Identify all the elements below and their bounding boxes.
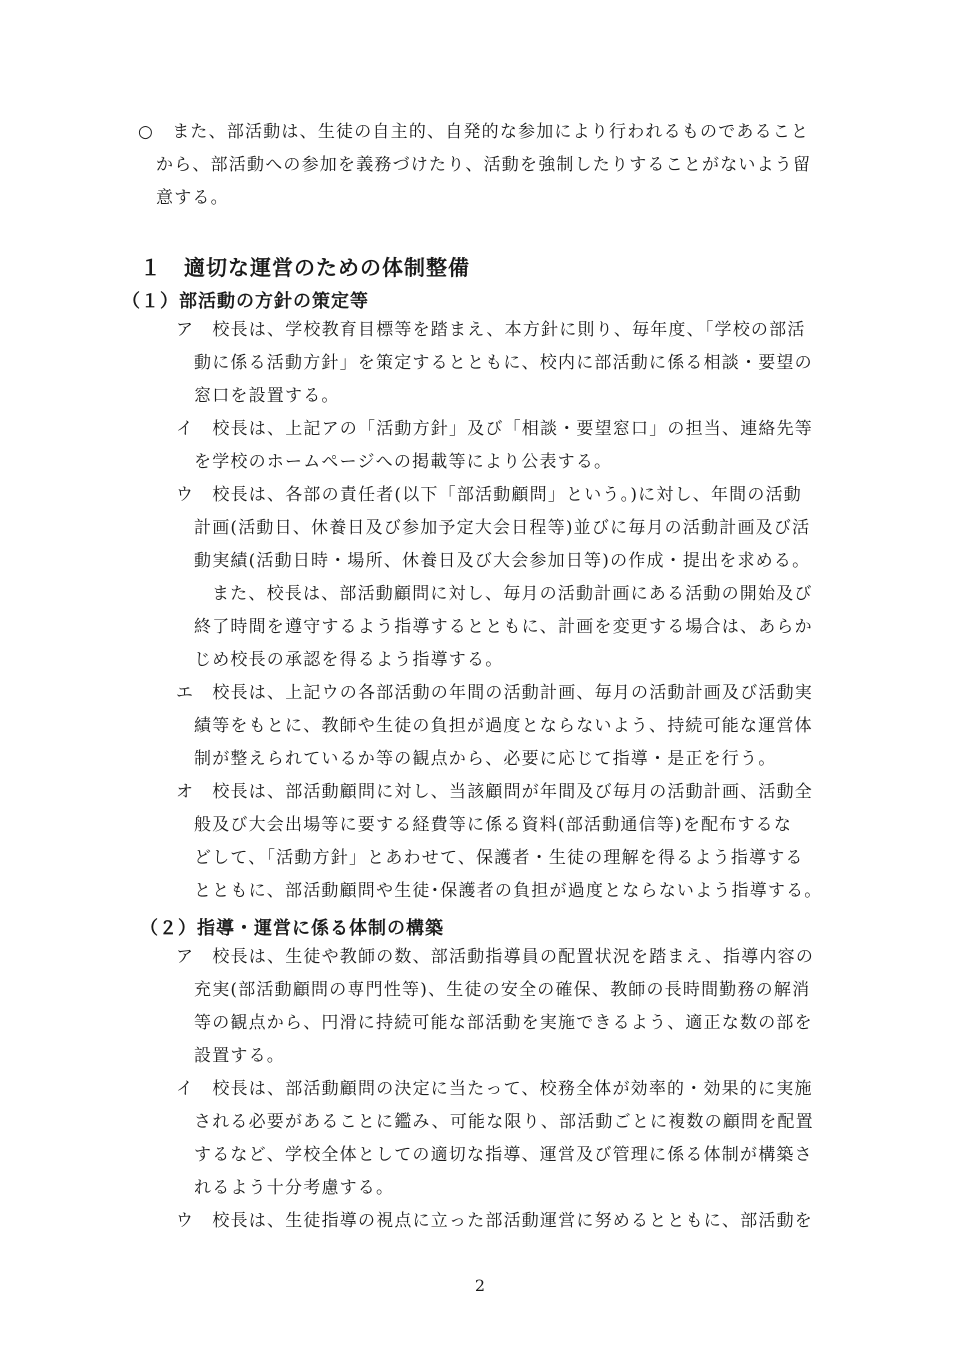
body-line: ウ 校長は、生徒指導の視点に立った部活動運営に努めるとともに、部活動を (176, 1211, 813, 1231)
body-line: される必要があることに鑑み、可能な限り、部活動ごとに複数の顧問を配置 (194, 1112, 814, 1132)
body-line: 計画(活動日、休養日及び参加予定大会日程等)並びに毎月の活動計画及び活 (194, 518, 811, 538)
body-line: 等の観点から、円滑に持続可能な部活動を実施できるよう、適正な数の部を (194, 1013, 813, 1033)
subsection-heading: （１）部活動の方針の策定等 (122, 291, 369, 312)
intro-line: ○ また、部活動は、生徒の自主的、自発的な参加により行われるものであること (138, 122, 810, 142)
body-line: イ 校長は、部活動顧問の決定に当たって、校務全体が効率的・効果的に実施 (176, 1079, 813, 1099)
body-line: 充実(部活動顧問の専門性等)、生徒の安全の確保、教師の長時間勤務の解消 (194, 980, 811, 1000)
body-line: 制が整えられているか等の観点から、必要に応じて指導・是正を行う。 (194, 749, 777, 769)
subsection-heading: （２）指導・運営に係る体制の構築 (140, 918, 444, 939)
body-line: を学校のホームページへの掲載等により公表する。 (194, 452, 613, 472)
body-line: ア 校長は、生徒や教師の数、部活動指導員の配置状況を踏まえ、指導内容の (176, 947, 815, 967)
body-line: ウ 校長は、各部の責任者(以下「部活動顧問」という。)に対し、年間の活動 (176, 485, 802, 505)
page-number: 2 (474, 1276, 486, 1295)
body-line: 績等をもとに、教師や生徒の負担が過度とならないよう、持続可能な運営体 (194, 716, 813, 736)
body-line: 般及び大会出場等に要する経費等に係る資料(部活動通信等)を配布するな (194, 815, 793, 835)
body-line: れるよう十分考慮する。 (194, 1178, 395, 1198)
intro-line: から、部活動への参加を義務づけたり、活動を強制したりすることがないよう留 (156, 155, 812, 175)
intro-line: 意する。 (156, 188, 229, 208)
body-line: また、校長は、部活動顧問に対し、毎月の活動計画にある活動の開始及び (212, 584, 813, 604)
body-line: エ 校長は、上記ウの各部活動の年間の活動計画、毎月の活動計画及び活動実 (176, 683, 813, 703)
body-line: するなど、学校全体としての適切な指導、運営及び管理に係る体制が構築さ (194, 1145, 813, 1165)
body-line: ア 校長は、学校教育目標等を踏まえ、本方針に則り、毎年度、「学校の部活 (176, 320, 806, 340)
body-line: 設置する。 (194, 1046, 285, 1066)
body-line: オ 校長は、部活動顧問に対し、当該顧問が年間及び毎月の活動計画、活動全 (176, 782, 813, 802)
body-line: どして、「活動方針」とあわせて、保護者・生徒の理解を得るよう指導する (194, 848, 804, 868)
body-line: 窓口を設置する。 (194, 386, 340, 406)
body-line: じめ校長の承認を得るよう指導する。 (194, 650, 504, 670)
body-line: 動に係る活動方針」を策定するとともに、校内に部活動に係る相談・要望の (194, 353, 813, 373)
body-line: とともに、部活動顧問や生徒･保護者の負担が過度とならないよう指導する。 (194, 881, 823, 901)
body-line: 終了時間を遵守するよう指導するとともに、計画を変更する場合は、あらか (194, 617, 813, 637)
body-line: イ 校長は、上記アの「活動方針」及び「相談・要望窓口」の担当、連絡先等 (176, 419, 813, 439)
section-heading: １ 適切な運営のための体制整備 (140, 256, 470, 280)
body-line: 動実績(活動日時・場所、休養日及び大会参加日等)の作成・提出を求める。 (194, 551, 811, 571)
